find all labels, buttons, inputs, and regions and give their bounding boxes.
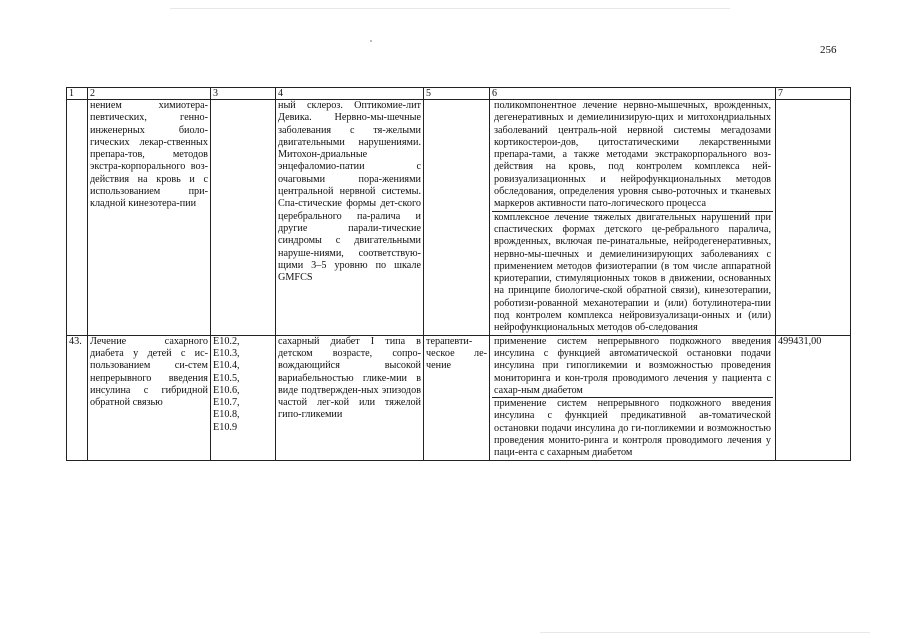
patient-model-cell: ный склероз. Оптикомие-лит Девика. Нервно-мы-шечные заболевания с тя-желыми двигательными нарушениями. Митохон-дриальные энцефаломио-патии с очаговыми пора-жениями центральной нервной системы. Спа-стические формы дет-ского церебрального па-ралича и другие парали-тические синдромы с двигательными наруше-ниями, соответствую-щими 3–5 уровню по шкале GMFCS bbox=[276, 100, 424, 336]
icd-code: E10.7, bbox=[213, 397, 240, 409]
cost-cell: 499431,00 bbox=[776, 335, 851, 460]
icd-code: E10.5, bbox=[213, 372, 240, 384]
column-number: 2 bbox=[88, 88, 211, 100]
scan-artifact-bottom bbox=[540, 632, 870, 633]
patient-model-cell: сахарный диабет I типа в детском возрасте, сопро-вождающийся высокой вариабельностью глике-мии в виде подтвержден-ных эпизодов частой лег-кой или тяжелой гипо-гликемии bbox=[276, 335, 424, 460]
treatment-method-item: поликомпонентное лечение нервно-мышечных, врожденных, дегенеративных и демиелинизирую-щих и митохондриальных заболеваний централь-ной нервной системы мегадозами кортикостерои-дов, цитостатическими лекарственными препара-тами, а также методами экстракорпорального воз-действия на кровь, под контролем комплекса ней-ровизуализационных и нейрофункциональных методов обследования, определения уровня сыво-роточных и тканевых маркеров активности пато-логического процесса bbox=[492, 100, 773, 212]
treatment-method-item: комплексное лечение тяжелых двигательных нарушений при спастических формах детского це-ребрального паралича, врожденных, включая пе-ринатальные, нейродегенеративных, нервно-мы-шечных и демиелинизирующих заболеваниях с применением методов физиотерапии (в том числе аппаратной криотерапии, стимуляционных токов в движении, основанных на принципе биологиче-ской обратной связи), кинезотерапии, роботизи-рованной механотерапии и (или) ботулинотера-пии под контролем комплекса нейровизуализаци-онных и (или) нейрофункциональных методов об-следования bbox=[494, 211, 771, 334]
treatment-method-item: применение систем непрерывного подкожного введения инсулина с функцией автоматической остановки подачи инсулина при гипогликемии и возможностью проведения мониторинга и кон-троля проводимого лечения у пациента с сахар-ным диабетом bbox=[492, 336, 773, 398]
column-number: 4 bbox=[276, 88, 424, 100]
procedure-name-cell: Лечение сахарного диабета у детей с ис-пользованием си-стем непрерывного введения инсулина с гибридной обратной связью bbox=[88, 335, 211, 460]
page-number: 256 bbox=[820, 44, 837, 56]
icd-codes-cell bbox=[211, 100, 276, 336]
column-number: 3 bbox=[211, 88, 276, 100]
scan-artifact-top bbox=[170, 8, 730, 9]
table-row-43 bbox=[67, 335, 851, 460]
treatment-type-cell bbox=[424, 100, 490, 336]
icd-code: E10.6, bbox=[213, 384, 240, 396]
row-number-cell bbox=[67, 100, 88, 336]
icd-code: E10.4, bbox=[213, 360, 240, 372]
procedure-name-cell: нением химиотера-певтических, генно-инженерных биоло-гических лекар-ственных препара-тов, методов экстра-корпорального воз-действия на кровь и с использованием при-кладной кинезотера-пии bbox=[88, 100, 211, 336]
icd-code: E10.8, bbox=[213, 409, 240, 421]
treatment-method-cell bbox=[490, 335, 776, 460]
treatment-type-cell: терапевти-ческое ле-чение bbox=[424, 335, 490, 460]
icd-code: E10.3, bbox=[213, 347, 240, 359]
column-number: 7 bbox=[776, 88, 851, 100]
column-number: 1 bbox=[67, 88, 88, 100]
table-row-continued bbox=[67, 100, 851, 336]
cost-cell bbox=[776, 100, 851, 336]
scan-artifact-dot bbox=[370, 40, 372, 42]
icd-code: E10.2, bbox=[213, 335, 240, 347]
treatment-method-cell bbox=[490, 100, 776, 336]
icd-code: E10.9 bbox=[213, 421, 238, 433]
column-number-row bbox=[67, 88, 851, 100]
row-number-cell: 43. bbox=[67, 335, 88, 460]
column-number: 5 bbox=[424, 88, 490, 100]
treatment-method-item: применение систем непрерывного подкожного введения инсулина с функцией предикативной ав-томатической остановки подачи инсулина до ги-погликемии и возможностью проведения монито-ринга и контроля проводимого лечения у паци-ента с сахарным диабетом bbox=[494, 398, 771, 459]
procedures-table bbox=[66, 87, 851, 461]
icd-codes-cell bbox=[211, 335, 276, 460]
column-number: 6 bbox=[490, 88, 776, 100]
